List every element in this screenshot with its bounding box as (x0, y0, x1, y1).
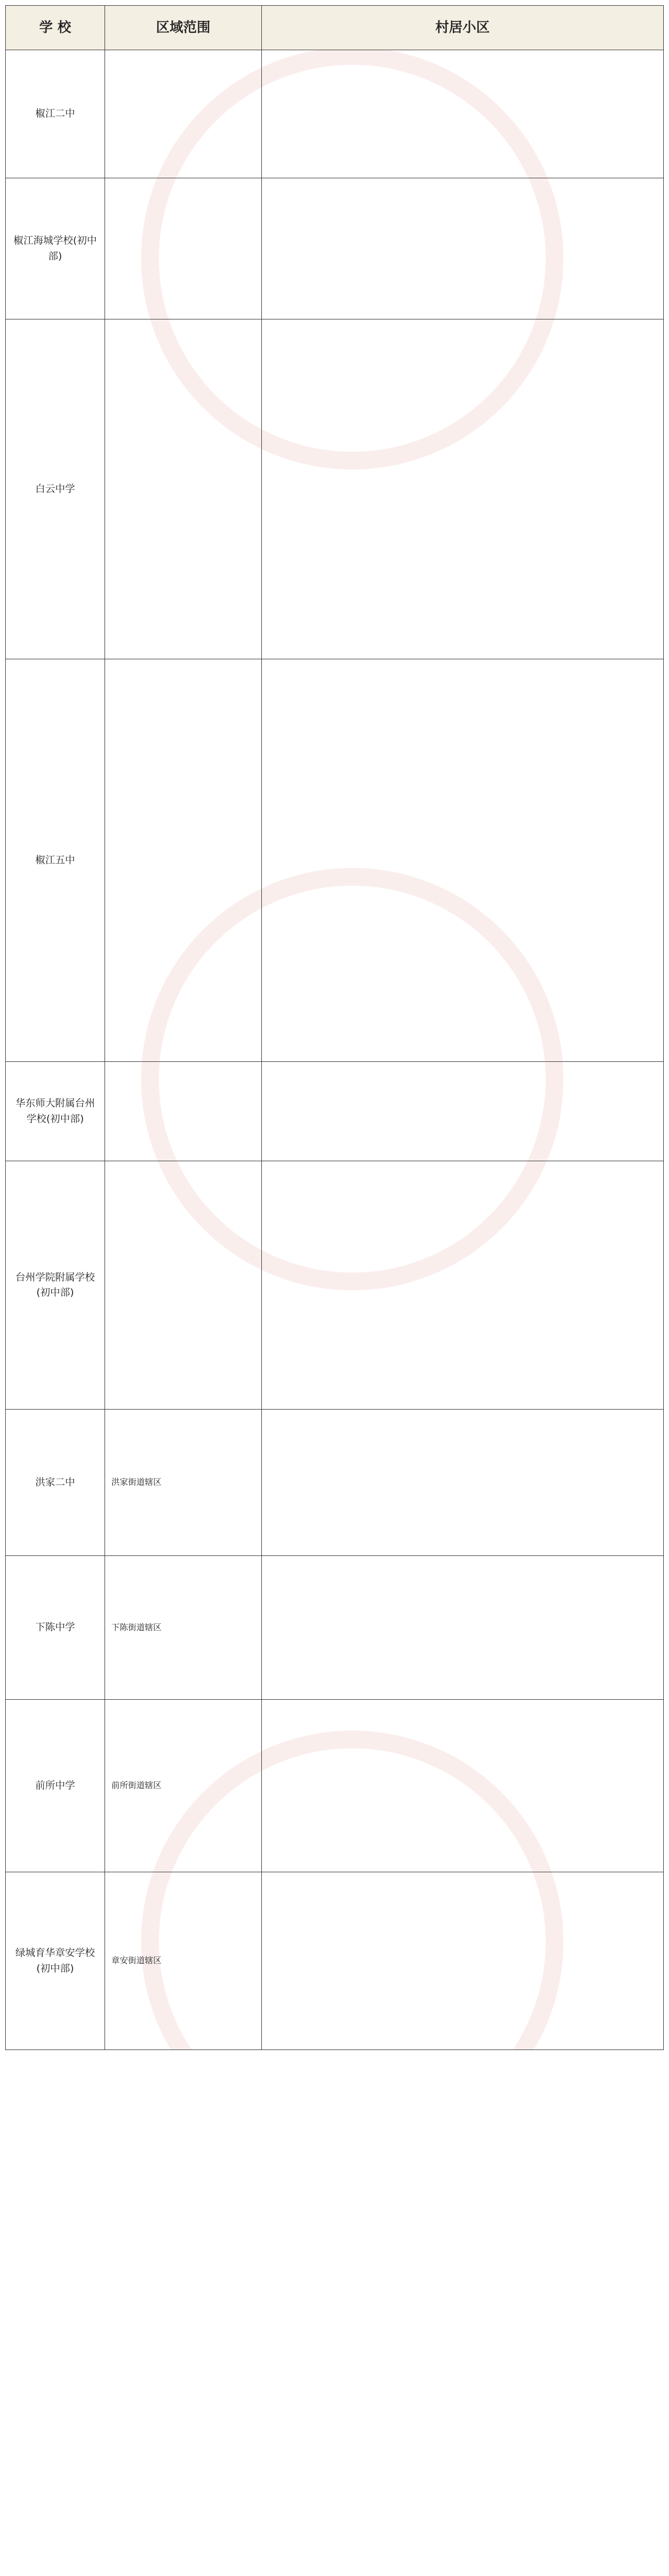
table-row (6, 1062, 664, 1161)
table-row (6, 1872, 664, 2050)
table-row (6, 1700, 664, 1872)
table-row (6, 659, 664, 1062)
residential-areas-cell (262, 1872, 664, 2050)
district-range-cell: 洪家街道辖区 (105, 1410, 262, 1556)
district-range-cell (105, 659, 262, 1062)
school-name-cell: 椒江二中 (6, 50, 105, 178)
table-row (6, 1410, 664, 1556)
district-range-cell: 下陈街道辖区 (105, 1556, 262, 1700)
school-name-cell: 椒江海城学校(初中部) (6, 178, 105, 319)
school-name-cell: 椒江五中 (6, 659, 105, 1062)
header-school: 学 校 (6, 6, 105, 50)
residential-areas-cell (262, 1410, 664, 1556)
table-row (6, 178, 664, 319)
school-district-table (5, 5, 664, 2050)
residential-areas-cell (262, 50, 664, 178)
district-range-cell (105, 1062, 262, 1161)
table-row (6, 1556, 664, 1700)
table-row (6, 319, 664, 659)
district-range-cell (105, 178, 262, 319)
residential-areas-cell (262, 1556, 664, 1700)
header-row (6, 6, 664, 50)
page (5, 5, 664, 2050)
district-range-cell: 前所街道辖区 (105, 1700, 262, 1872)
header-areas: 村居小区 (262, 6, 664, 50)
residential-areas-cell (262, 319, 664, 659)
district-range-cell (105, 1161, 262, 1410)
school-name-cell: 华东师大附属台州学校(初中部) (6, 1062, 105, 1161)
table-row (6, 50, 664, 178)
residential-areas-cell (262, 178, 664, 319)
school-name-cell: 白云中学 (6, 319, 105, 659)
school-name-cell: 下陈中学 (6, 1556, 105, 1700)
residential-areas-cell (262, 1161, 664, 1410)
school-name-cell: 绿城育华章安学校(初中部) (6, 1872, 105, 2050)
district-range-cell (105, 50, 262, 178)
residential-areas-cell (262, 659, 664, 1062)
residential-areas-cell (262, 1700, 664, 1872)
residential-areas-cell (262, 1062, 664, 1161)
district-range-cell: 章安街道辖区 (105, 1872, 262, 2050)
school-name-cell: 洪家二中 (6, 1410, 105, 1556)
school-name-cell: 台州学院附属学校(初中部) (6, 1161, 105, 1410)
table-row (6, 1161, 664, 1410)
school-name-cell: 前所中学 (6, 1700, 105, 1872)
header-range: 区域范围 (105, 6, 262, 50)
district-range-cell (105, 319, 262, 659)
